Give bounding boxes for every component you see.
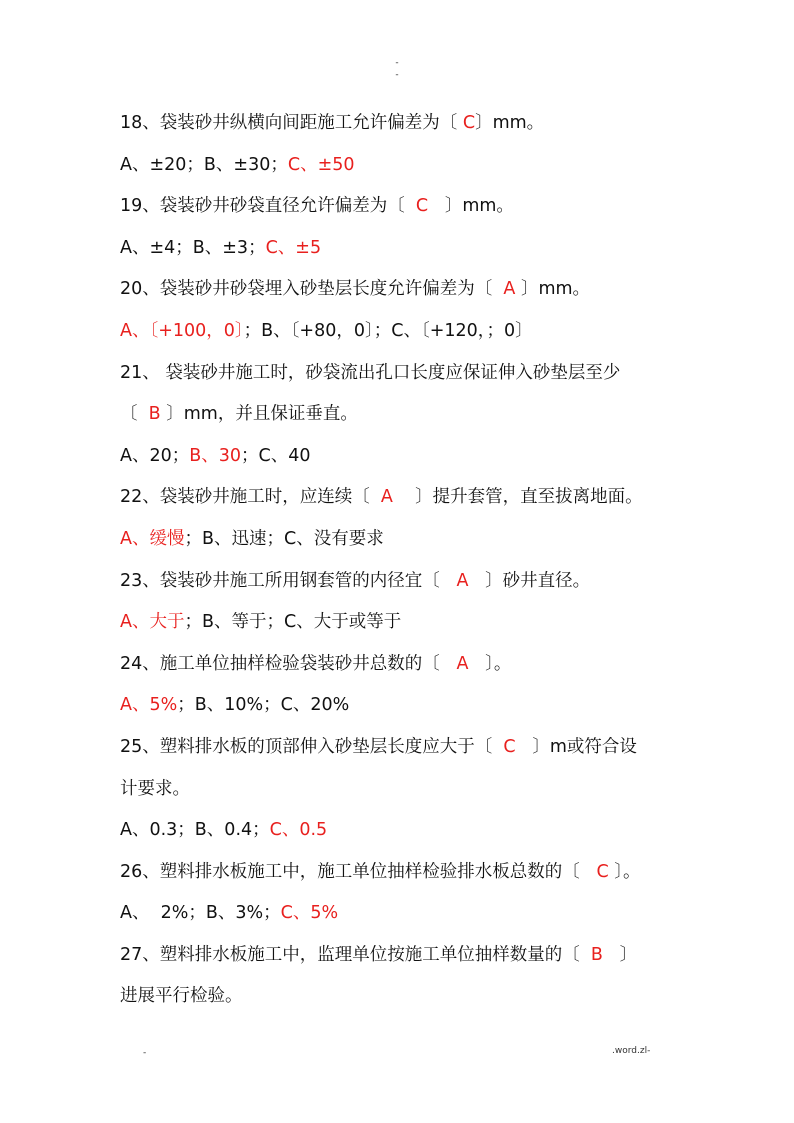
line-text: 24、施工单位抽样检验袋装砂井总数的〔 (120, 653, 457, 674)
line-text: 〕。 (468, 653, 512, 674)
text-line (120, 186, 680, 228)
text-line (120, 436, 680, 478)
answer-text: B (148, 404, 161, 425)
text-line (120, 976, 680, 1018)
line-text: 进展平行检验。 (120, 986, 243, 1007)
answer-text: B、30 (189, 445, 242, 466)
header-mark-top: - (395, 58, 399, 68)
text-line (120, 602, 680, 644)
text-line (120, 477, 680, 519)
answer-text: A (456, 570, 469, 591)
text-line (120, 103, 680, 145)
text-line (120, 269, 680, 311)
line-text: ；B、10%；C、20% (177, 695, 350, 716)
answer-text: A、5% (120, 695, 178, 716)
line-text: 〕m或符合设 (515, 736, 637, 757)
text-line (120, 935, 680, 977)
answer-text: A (380, 487, 393, 508)
answer-text: A、〔+100，0〕 (120, 320, 244, 341)
text-line (120, 893, 680, 935)
text-line (120, 561, 680, 603)
line-text: 27、塑料排水板施工中，监理单位按施工单位抽样数量的〔 (120, 944, 591, 965)
footer-left-mark: - (143, 1048, 147, 1058)
answer-text: A、缓慢 (120, 528, 185, 549)
answer-text: C (415, 196, 429, 217)
line-text: 〕。 (608, 861, 641, 882)
line-text: A、±20；B、±30； (120, 154, 288, 175)
answer-text: C (503, 736, 516, 757)
text-line (120, 769, 680, 811)
line-text: 〔 (120, 404, 149, 425)
line-text: 〕mm。 (428, 196, 514, 217)
text-line (120, 145, 680, 187)
answer-text: A、大于 (120, 612, 185, 633)
answer-text: A (456, 653, 469, 674)
answer-text: C (596, 861, 609, 882)
line-text: ；C、40 (241, 445, 311, 466)
line-text: 18、袋装砂井纵横向间距施工允许偏差为〔 (120, 113, 463, 133)
text-line (120, 810, 680, 852)
answer-text: C、5% (280, 903, 339, 924)
answer-text: C、±50 (287, 154, 355, 175)
answer-text: A (503, 279, 516, 300)
line-text: ；B、〔+80，0〕；C、〔+120，；0〕 (243, 320, 533, 341)
line-text: ；B、迅速；C、没有要求 (184, 528, 384, 549)
line-text: 20、袋装砂井砂袋埋入砂垫层长度允许偏差为〔 (120, 279, 504, 300)
line-text: 〕mm。 (515, 279, 591, 300)
line-text: A、0.3；B、0.4； (120, 820, 270, 841)
line-text: 〕提升套管，直至拔离地面。 (392, 487, 643, 508)
line-text: 〕 (602, 944, 638, 965)
line-text: 21、 袋装砂井施工时，砂袋流出孔口长度应保证伸入砂垫层至少 (120, 362, 621, 383)
line-text: A、±4；B、±3； (120, 237, 266, 258)
line-text: A、20； (120, 445, 190, 466)
line-text: 26、塑料排水板施工中，施工单位抽样检验排水板总数的〔 (120, 861, 597, 882)
text-line (120, 852, 680, 894)
line-text: 〕砂井直径。 (468, 570, 591, 591)
line-text: 23、袋装砂井施工所用钢套管的内径宜〔 (120, 570, 457, 591)
header-mark-bottom: - (395, 70, 399, 80)
text-line (120, 727, 680, 769)
text-line (120, 644, 680, 686)
line-text: 25、塑料排水板的顶部伸入砂垫层长度应大于〔 (120, 736, 504, 757)
answer-text: B (590, 944, 603, 965)
text-line (120, 311, 680, 353)
text-line (120, 685, 680, 727)
line-text: 〕mm。 (475, 113, 545, 133)
answer-text: C、0.5 (269, 820, 328, 841)
answer-text: C、±5 (265, 237, 322, 258)
text-line (120, 519, 680, 561)
line-text: A、 2%；B、3%； (120, 903, 281, 924)
question-list (120, 103, 680, 1018)
answer-text: C (462, 113, 476, 133)
text-line (120, 228, 680, 270)
line-text: 19、袋装砂井砂袋直径允许偏差为〔 (120, 196, 416, 217)
line-text: 〕mm，并且保证垂直。 (160, 404, 358, 425)
footer-right-mark: .word.zl- (612, 1046, 651, 1056)
text-line (120, 353, 680, 395)
text-line (120, 394, 680, 436)
line-text: ；B、等于；C、大于或等于 (184, 612, 402, 633)
line-text: 计要求。 (120, 778, 190, 799)
line-text: 22、袋装砂井施工时，应连续〔 (120, 487, 381, 508)
